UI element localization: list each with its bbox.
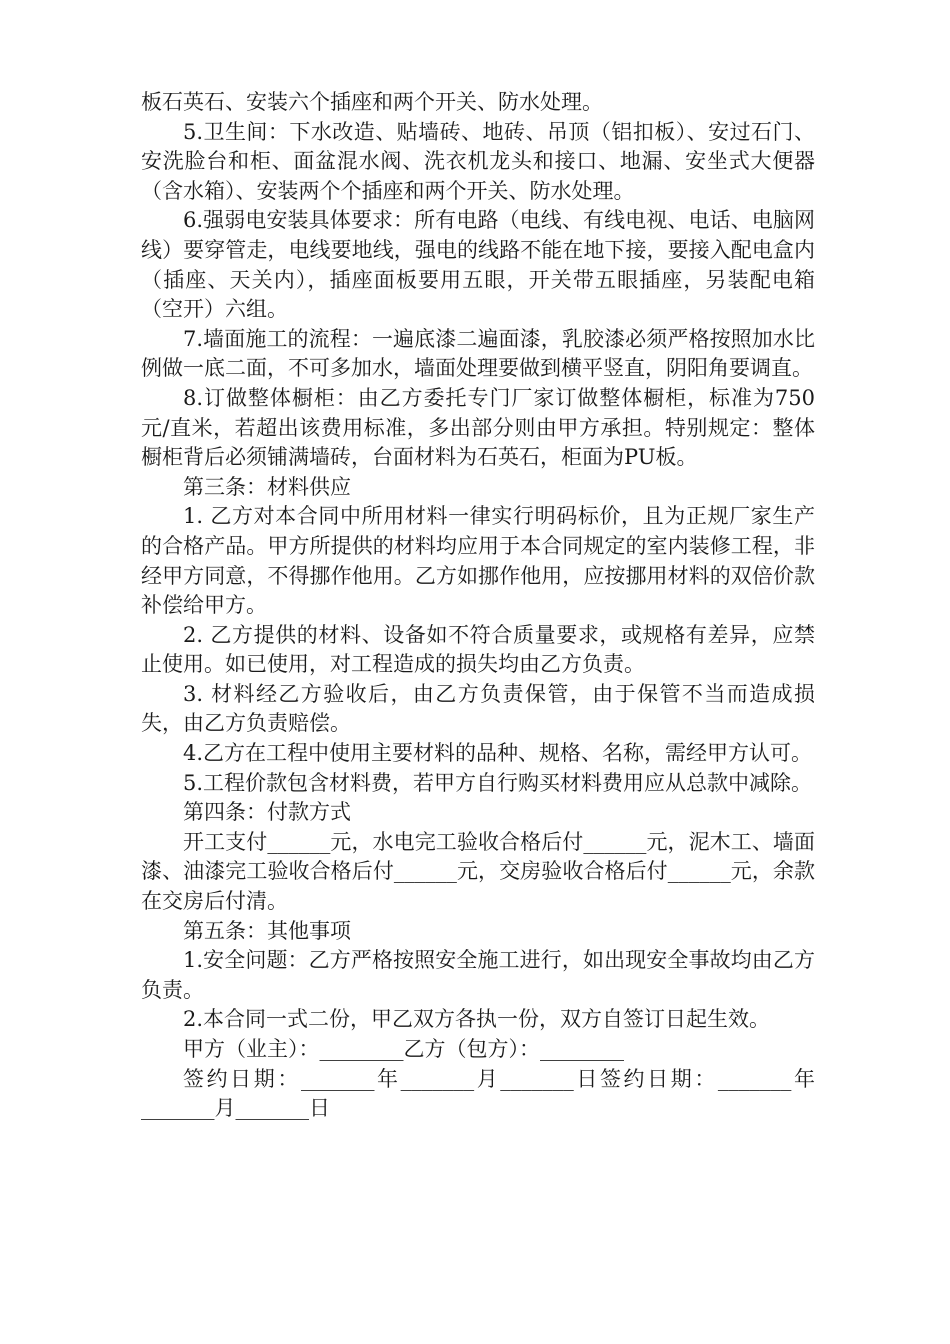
document-body xyxy=(141,88,815,1124)
paragraph-wall-process: 7.墙面施工的流程：一遍底漆二遍面漆，乳胶漆必须严格按照加水比例做一底二面，不可多加水，墙面处理要做到横平竖直，阴阳角要调直。 xyxy=(141,326,815,381)
paragraph-materials-1: 1. 乙方对本合同中所用材料一律实行明码标价，且为正规厂家生产的合格产品。甲方所提供的材料均应用于本合同规定的室内装修工程，非经甲方同意，不得挪作他用。乙方如挪作他用，应按挪用材料的双倍价款补偿给甲方。 xyxy=(141,504,815,618)
section-heading-materials: 第三条：材料供应 xyxy=(183,474,351,499)
paragraph-electrical: 6.强弱电安装具体要求：所有电路（电线、有线电视、电话、电脑网线）要穿管走，电线要地线，强电的线路不能在地下接，要接入配电盒内（插座、天关内），插座面板要用五眼，开关带五眼插座，另装配电箱（空开）六组。 xyxy=(141,208,815,322)
paragraph-materials-4: 4.乙方在工程中使用主要材料的品种、规格、名称，需经甲方认可。 xyxy=(183,741,813,766)
section-heading-payment: 第四条：付款方式 xyxy=(183,800,351,825)
paragraph-materials-2: 2. 乙方提供的材料、设备如不符合质量要求，或规格有差异，应禁止使用。如已使用，对工程造成的损失均由乙方负责。 xyxy=(141,622,815,677)
paragraph-materials-3: 3. 材料经乙方验收后，由乙方负责保管，由于保管不当而造成损失，由乙方负责赔偿。 xyxy=(141,681,815,736)
paragraph-other-1: 1.安全问题：乙方严格按照安全施工进行，如出现安全事故均由乙方负责。 xyxy=(141,948,815,1002)
section-heading-other: 第五条：其他事项 xyxy=(183,918,351,943)
paragraph-other-2: 2.本合同一式二份，甲乙双方各执一份，双方自签订日起生效。 xyxy=(183,1007,771,1032)
paragraph-bathroom: 5.卫生间：下水改造、贴墙砖、地砖、吊顶（铝扣板）、安过石门、安洗脸台和柜、面盆混水阀、洗衣机龙头和接口、地漏、安坐式大便器（含水箱）、安装两个个插座和两个开关、防水处理。 xyxy=(141,119,815,203)
signature-parties: 甲方（业主）：________乙方（包方）：________ xyxy=(183,1037,624,1061)
paragraph-materials-5: 5.工程价款包含材料费，若甲方自行购买材料费用应从总款中减除。 xyxy=(183,770,813,795)
paragraph-payment: 开工支付______元，水电完工验收合格后付______元，泥木工、墙面漆、油漆完工验收合格后付______元，交房验收合格后付______元，余款在交房后付清。 xyxy=(141,829,815,914)
paragraph-cabinet: 8.订做整体橱柜：由乙方委托专门厂家订做整体橱柜，标准为750元/直米，若超出该费用标准，多出部分则由甲方承担。特别规定：整体橱柜背后必须铺满墙砖，台面材料为石英石，柜面为PU板。 xyxy=(141,385,815,470)
signature-dates: 签约日期：_______年_______月_______日签约日期：_______年_______月_______日 xyxy=(141,1066,815,1121)
paragraph-kitchen-continued: 板石英石、安装六个插座和两个开关、防水处理。 xyxy=(141,90,603,114)
